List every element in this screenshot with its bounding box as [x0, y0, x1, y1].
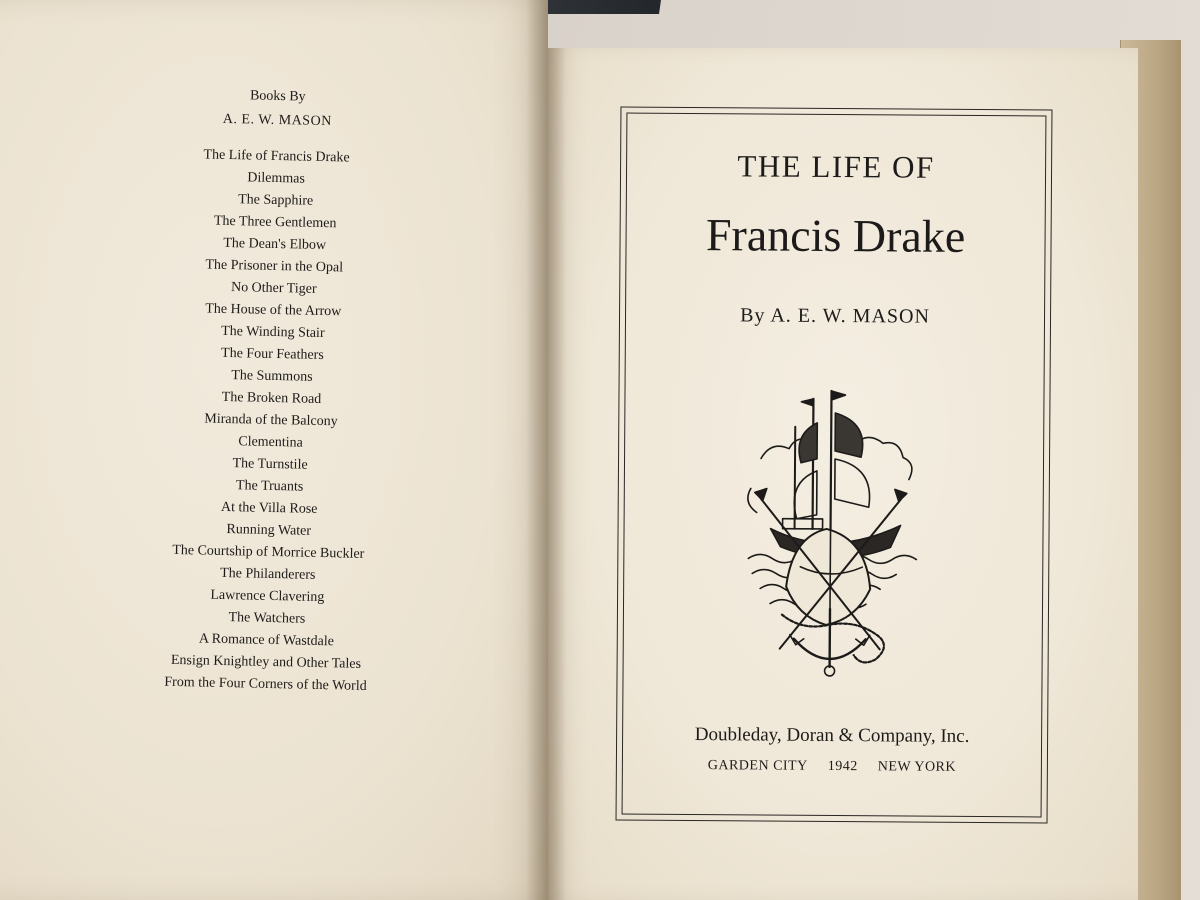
- book-title-item: A Romance of Wastdale: [198, 631, 335, 650]
- book-title-item: The Life of Francis Drake: [203, 147, 350, 166]
- book-title-item: No Other Tiger: [230, 280, 317, 297]
- author-byline: By A. E. W. MASON: [740, 304, 931, 328]
- book-title-item: The Truants: [235, 478, 304, 495]
- book-titles: [115, 143, 426, 699]
- book-title-item: Ensign Knightley and Other Tales: [170, 652, 362, 672]
- title-page-content: [617, 108, 1052, 823]
- book-title-item: At the Villa Rose: [220, 499, 318, 517]
- title-line-1: THE LIFE OF: [737, 148, 935, 185]
- book-title-item: The Winding Stair: [221, 323, 325, 342]
- title-line-2: Francis Drake: [705, 209, 966, 262]
- book-title-item: The Sapphire: [237, 192, 314, 209]
- book-title-item: The Turnstile: [232, 456, 308, 473]
- books-by-author: A. E. W. MASON: [222, 111, 332, 130]
- book-title-item: The Courtship of Morrice Buckler: [172, 542, 365, 562]
- books-by-heading: Books By: [249, 88, 306, 105]
- book-title-item: From the Four Corners of the World: [164, 674, 367, 694]
- imprint-city: GARDEN CITY: [707, 758, 808, 774]
- book-title-item: The Philanderers: [220, 565, 316, 583]
- book-title-item: The Prisoner in the Opal: [205, 257, 344, 276]
- publisher-name: Doubleday, Doran & Company, Inc.: [694, 724, 970, 747]
- book-title-item: Miranda of the Balcony: [204, 411, 338, 430]
- book-title-item: The Four Feathers: [220, 345, 324, 364]
- book-title-item: Running Water: [226, 522, 312, 539]
- book-title-item: Dilemmas: [247, 170, 306, 187]
- imprint-year: 1942: [827, 758, 858, 775]
- book-title-item: The Summons: [231, 368, 313, 385]
- book-title-item: The Dean's Elbow: [223, 235, 327, 254]
- ship-anchor-helmet-emblem-icon: [730, 378, 932, 679]
- books-by-list: [115, 85, 428, 699]
- book-title-item: The House of the Arrow: [205, 301, 342, 320]
- left-page: [0, 0, 548, 900]
- imprint-line: [617, 757, 1047, 776]
- book-title-item: The Three Gentlemen: [213, 213, 337, 232]
- book-title-item: Clementina: [238, 434, 303, 451]
- book-title-item: Lawrence Clavering: [210, 587, 325, 606]
- book-title-item: The Watchers: [228, 610, 306, 627]
- book-title-item: The Broken Road: [221, 389, 322, 407]
- title-page: [548, 48, 1138, 900]
- title-page-frame: [616, 107, 1053, 824]
- imprint-state: NEW YORK: [877, 759, 957, 775]
